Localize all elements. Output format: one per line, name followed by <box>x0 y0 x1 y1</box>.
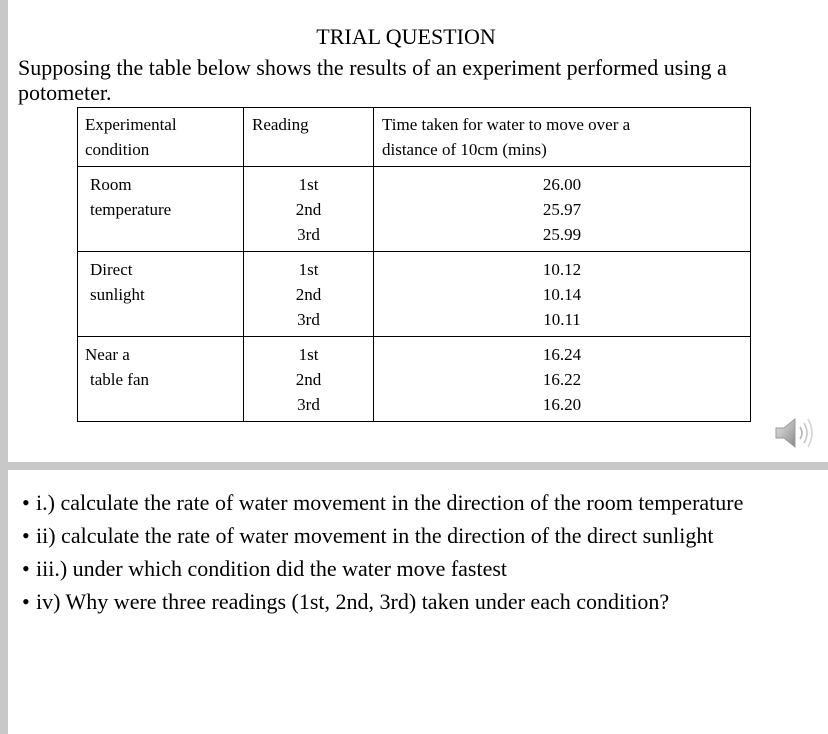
reading-value: 2nd <box>295 370 322 389</box>
reading-value: 1st <box>298 175 319 194</box>
reading-value: 3rd <box>297 395 320 414</box>
times-cell <box>374 252 750 332</box>
readings-cell <box>244 167 373 247</box>
header-reading-label: Reading <box>252 115 309 134</box>
page-title: TRIAL QUESTION <box>316 24 496 49</box>
reading-value: 3rd <box>297 310 320 329</box>
condition-line: sunlight <box>90 285 145 304</box>
header-time-line: Time taken for water to move over a <box>382 115 631 134</box>
time-value: 10.11 <box>543 310 581 329</box>
condition-cell <box>78 252 243 307</box>
results-table <box>77 107 751 422</box>
condition-cell <box>78 167 243 222</box>
question-item: • iii.) under which condition did the water move fastest <box>18 556 808 581</box>
condition-line: Direct <box>90 260 133 279</box>
condition-line: temperature <box>90 200 172 219</box>
time-value: 10.14 <box>542 285 582 304</box>
intro-text: Supposing the table below shows the results of an experiment performed using a potometer. <box>18 55 727 105</box>
readings-cell <box>244 337 373 417</box>
condition-line: table fan <box>90 370 149 389</box>
reading-value: 2nd <box>295 285 322 304</box>
reading-value: 3rd <box>297 225 320 244</box>
time-value: 25.99 <box>542 225 582 244</box>
time-value: 10.12 <box>542 260 582 279</box>
time-value: 26.00 <box>542 175 582 194</box>
time-value: 16.20 <box>542 395 582 414</box>
times-cell <box>374 167 750 247</box>
reading-value: 1st <box>298 345 319 364</box>
table-header-row <box>78 108 751 167</box>
time-value: 25.97 <box>542 200 582 219</box>
question-item: • i.) calculate the rate of water movement in the direction of the room temperature <box>18 490 808 515</box>
header-time <box>374 108 751 167</box>
table-row <box>78 252 751 337</box>
header-condition <box>78 108 244 167</box>
header-reading <box>244 108 374 167</box>
time-value: 16.22 <box>542 370 582 389</box>
header-time-line: distance of 10cm (mins) <box>382 140 547 159</box>
speaker-icon[interactable] <box>773 414 817 452</box>
times-cell <box>374 337 750 417</box>
header-condition-line: Experimental <box>85 115 177 134</box>
question-list <box>18 490 808 622</box>
question-item: • iv) Why were three readings (1st, 2nd, 3rd) taken under each condition? <box>18 589 808 614</box>
table-row <box>78 337 751 422</box>
condition-cell <box>78 337 243 392</box>
condition-line: Near a <box>85 345 130 364</box>
condition-line: Room <box>90 175 132 194</box>
time-value: 16.24 <box>542 345 582 364</box>
table-row <box>78 167 751 252</box>
header-condition-line: condition <box>85 140 150 159</box>
reading-value: 2nd <box>295 200 322 219</box>
readings-cell <box>244 252 373 332</box>
reading-value: 1st <box>298 260 319 279</box>
question-item: • ii) calculate the rate of water movement in the direction of the direct sunlight <box>18 523 808 548</box>
